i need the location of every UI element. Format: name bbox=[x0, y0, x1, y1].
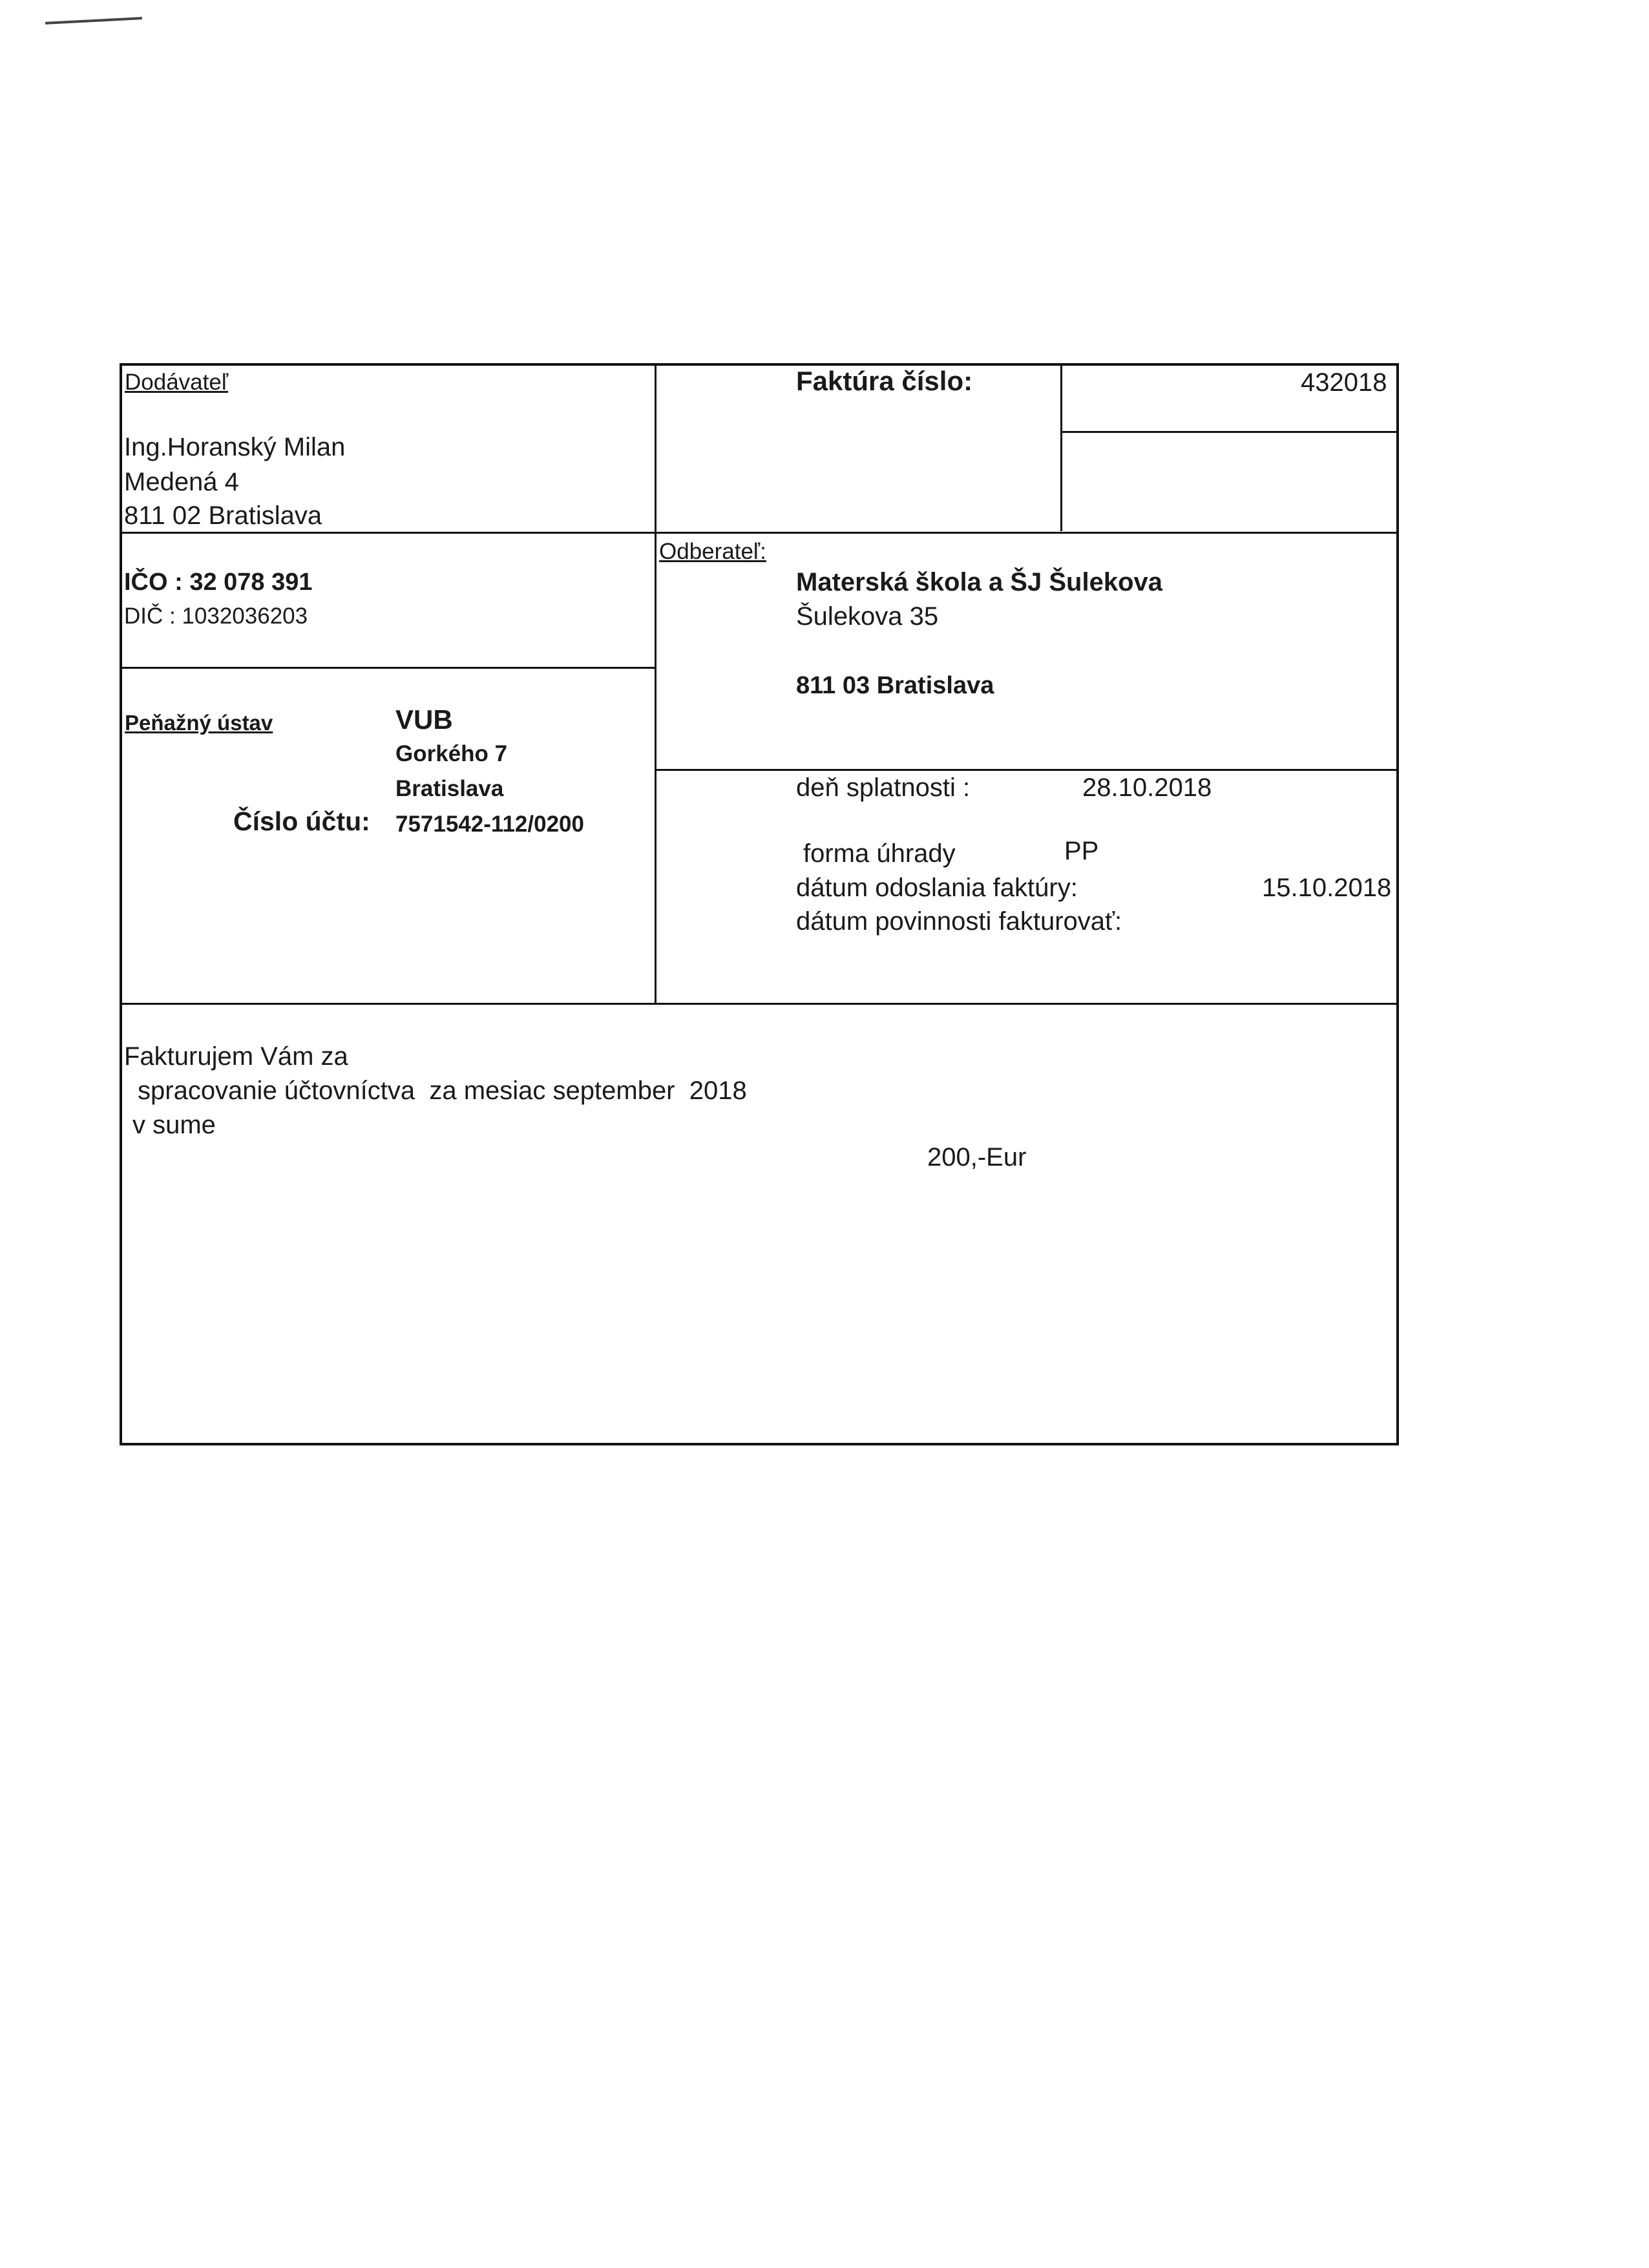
payment-method: PP bbox=[1064, 837, 1099, 865]
supplier-name: Ing.Horanský Milan bbox=[124, 433, 346, 461]
body-rule bbox=[120, 1003, 1399, 1005]
frame-top bbox=[120, 363, 1399, 366]
supplier-dic: DIČ : 1032036203 bbox=[124, 604, 308, 629]
customer-city: 811 03 Bratislava bbox=[796, 672, 994, 699]
frame-left bbox=[120, 363, 122, 1445]
obligation-date-label: dátum povinnosti fakturovať: bbox=[796, 907, 1122, 936]
invoice-number-label: Faktúra číslo: bbox=[796, 366, 973, 396]
bank-street: Gorkého 7 bbox=[395, 741, 508, 766]
due-date: 28.10.2018 bbox=[1082, 773, 1212, 802]
frame-bottom bbox=[120, 1443, 1399, 1445]
number-cell-divider bbox=[1060, 363, 1062, 531]
customer-heading: Odberateľ: bbox=[659, 539, 766, 564]
frame-right bbox=[1396, 363, 1399, 1445]
body-intro: Fakturujem Vám za bbox=[124, 1042, 348, 1071]
account-label: Číslo účtu: bbox=[233, 806, 370, 836]
body-service: spracovanie účtovníctva za mesiac september 2018 bbox=[138, 1076, 747, 1105]
sent-date-label: dátum odoslania faktúry: bbox=[796, 874, 1078, 902]
invoice-number: 432018 bbox=[1301, 368, 1387, 397]
supplier-street: Medená 4 bbox=[124, 468, 239, 496]
sent-date: 15.10.2018 bbox=[1262, 874, 1392, 902]
scan-mark bbox=[45, 17, 142, 25]
bank-city: Bratislava bbox=[395, 776, 504, 801]
number-cell-bottom bbox=[1060, 431, 1399, 433]
bank-label: Peňažný ústav bbox=[125, 711, 273, 735]
due-date-label: deň splatnosti : bbox=[796, 773, 971, 802]
bank-name: VUB bbox=[395, 704, 453, 735]
account-number: 7571542-112/0200 bbox=[395, 812, 584, 837]
invoice-amount: 200,-Eur bbox=[927, 1143, 1027, 1171]
supplier-rule bbox=[120, 532, 1399, 534]
supplier-city: 811 02 Bratislava bbox=[124, 501, 322, 530]
supplier-ico: IČO : 32 078 391 bbox=[124, 569, 313, 596]
customer-rule bbox=[655, 769, 1399, 771]
payment-method-label: forma úhrady bbox=[803, 839, 956, 868]
center-divider bbox=[655, 363, 656, 1004]
customer-street: Šulekova 35 bbox=[796, 602, 939, 631]
customer-name: Materská škola a ŠJ Šulekova bbox=[796, 568, 1162, 596]
body-sum-label: v sume bbox=[132, 1111, 216, 1139]
bank-rule bbox=[120, 667, 656, 669]
supplier-heading: Dodávateľ bbox=[125, 370, 229, 395]
